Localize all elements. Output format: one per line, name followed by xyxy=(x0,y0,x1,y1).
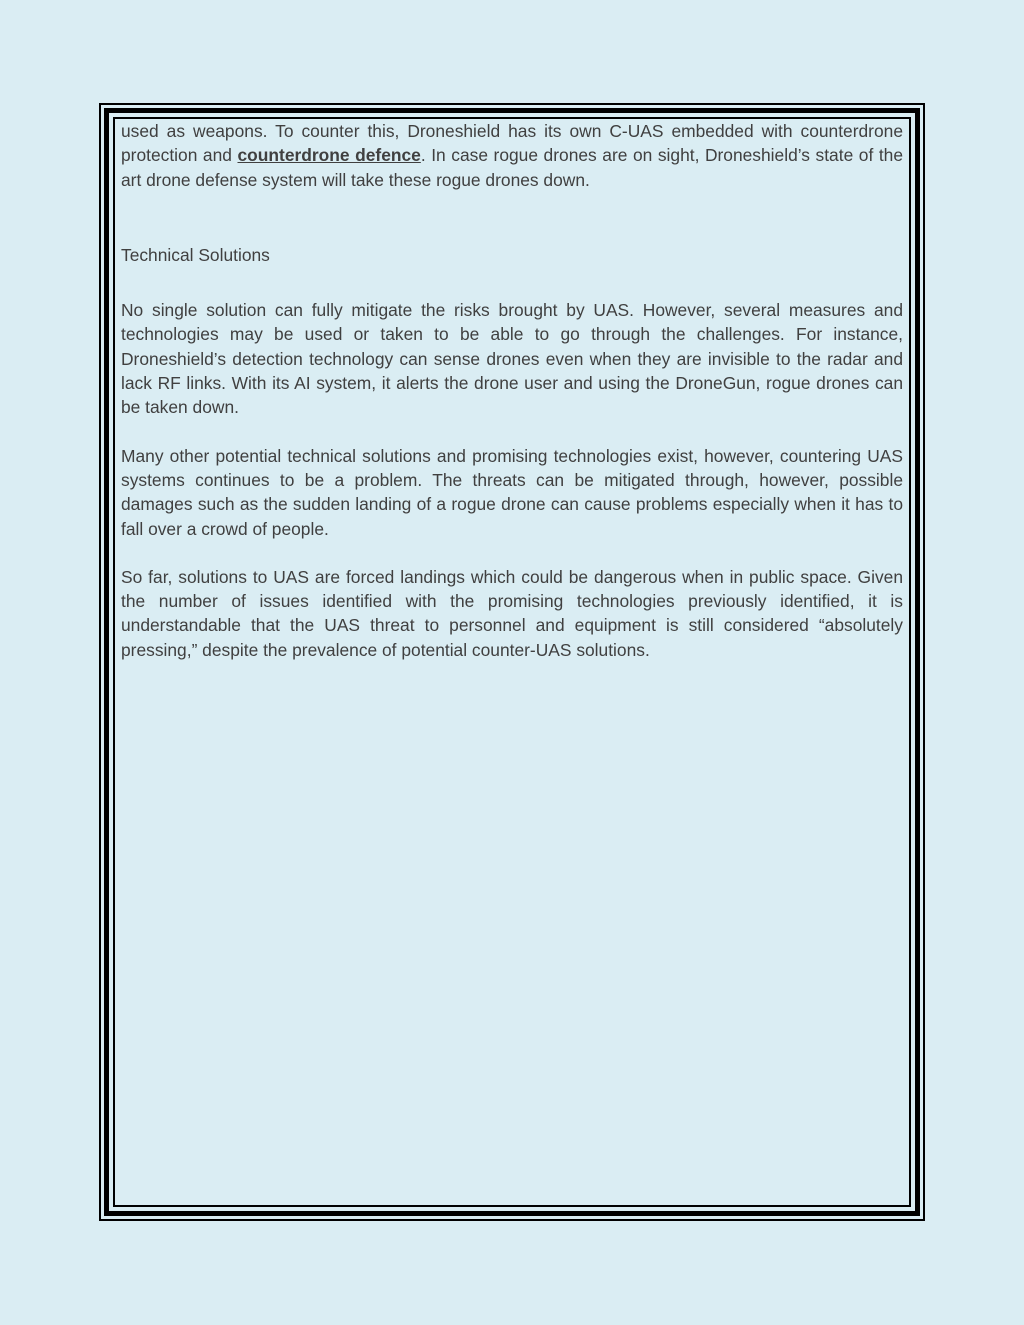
body-paragraph-1: No single solution can fully mitigate the risks brought by UAS. However, several measures and technologies may be used or taken to be able to go through the challenges. For instance, Droneshield’s detection technology can sense drones even when they are invisible to the radar and lack RF links. With its AI system, it alerts the drone user and using the DroneGun, rogue drones can be taken down. xyxy=(121,300,903,418)
section-heading: Technical Solutions xyxy=(121,244,270,265)
intro-paragraph xyxy=(121,119,903,192)
intro-text-after-link: . In case rogue drones are on sight, Droneshield’s state of the art drone defense system will take these rogue drones down. xyxy=(121,145,903,190)
counterdrone-defence-link[interactable]: counterdrone defence xyxy=(237,145,421,166)
body-paragraph-3: So far, solutions to UAS are forced landings which could be dangerous when in public space. Given the number of issues identified with the promising technologies previously identified, it is understandable that the UAS threat to personnel and equipment is still considered “absolutely pressing,” despite the prevalence of potential counter-UAS solutions. xyxy=(121,566,903,660)
body-paragraph-2: Many other potential technical solutions and promising technologies exist, however, countering UAS systems continues to be a problem. The threats can be mitigated through, however, possible damages such as the sudden landing of a rogue drone can cause problems especially when it has to fall over a crowd of people. xyxy=(121,445,903,539)
intro-text-before-link: used as weapons. To counter this, Droneshield has its own C-UAS embedded with counterdrone protection and xyxy=(121,121,903,166)
document-body xyxy=(121,119,903,686)
